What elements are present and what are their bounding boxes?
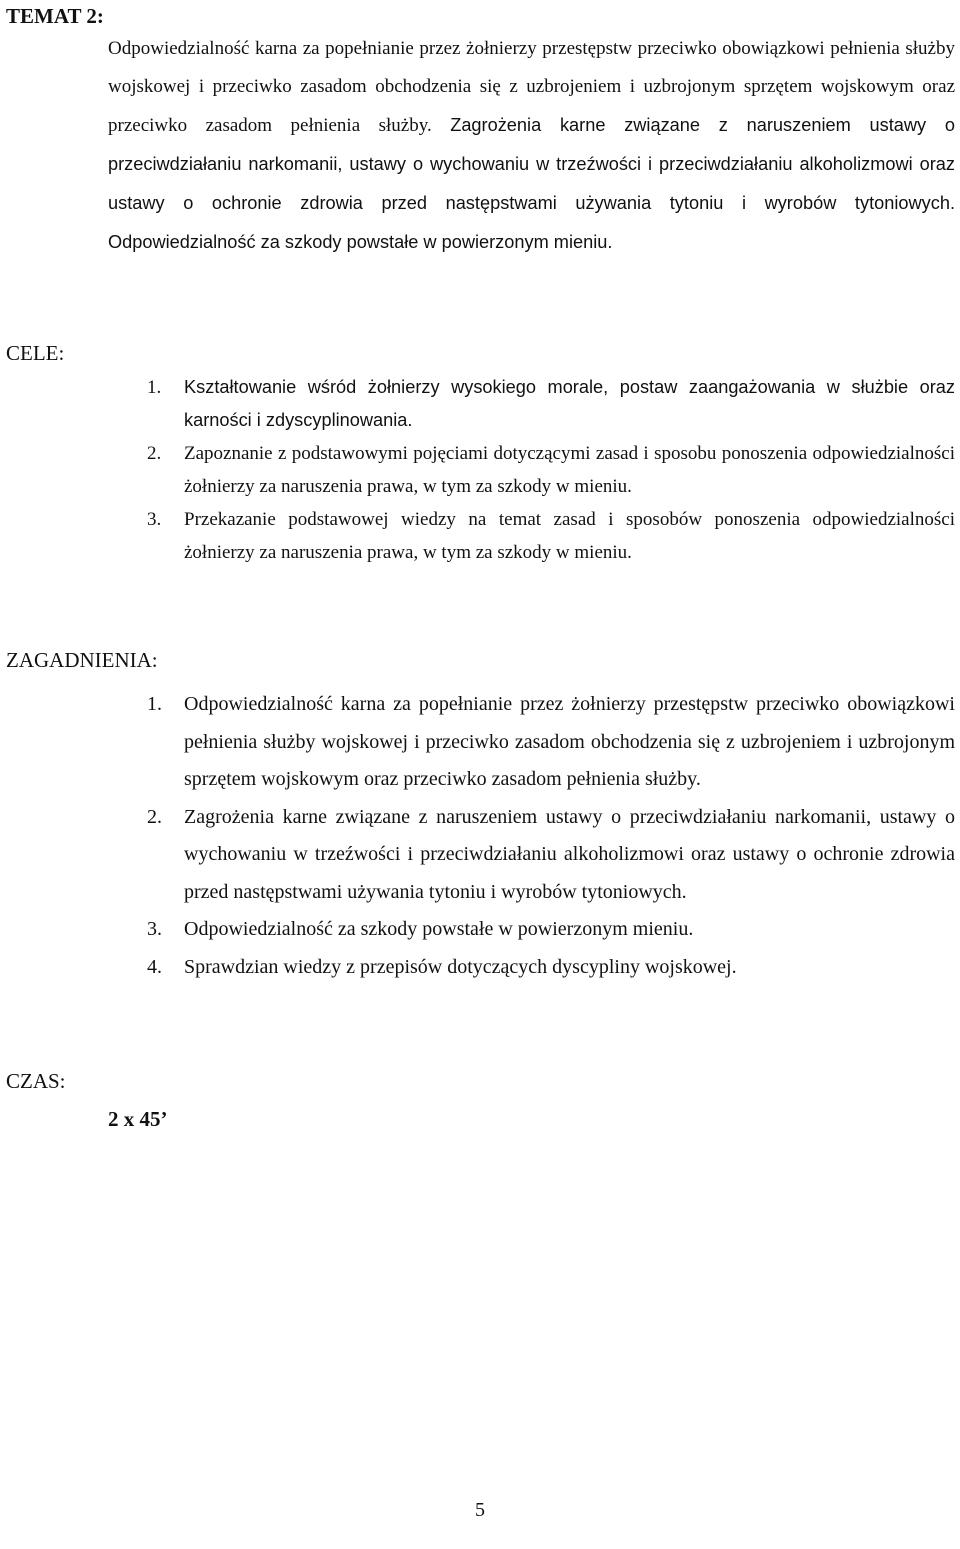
list-item-number: 2. — [147, 443, 162, 464]
list-item-number: 3. — [147, 509, 162, 530]
list-item — [108, 437, 955, 503]
list-item — [108, 799, 955, 912]
issues-list — [108, 686, 955, 986]
list-item — [108, 371, 955, 437]
list-item — [108, 503, 955, 569]
topic-description — [108, 30, 955, 262]
list-item-text: Kształtowanie wśród żołnierzy wysokiego morale, postaw zaangażowania w służbie oraz karności i zdyscyplinowania. — [184, 377, 955, 430]
list-item-text: Sprawdzian wiedzy z przepisów dotyczących dyscypliny wojskowej. — [184, 955, 737, 978]
goals-list — [108, 371, 955, 569]
topic-heading: TEMAT 2: — [6, 4, 104, 28]
list-item — [108, 949, 955, 987]
list-item-text: Odpowiedzialność za szkody powstałe w powierzonym mieniu. — [184, 918, 694, 940]
list-item-number: 2. — [147, 805, 162, 828]
list-item-text: Przekazanie podstawowej wiedzy na temat zasad i sposobów ponoszenia odpowiedzialności żołnierzy za naruszenia prawa, w tym za szkody w mieniu. — [184, 509, 955, 563]
list-item-number: 1. — [147, 377, 162, 398]
time-heading: CZAS: — [6, 1069, 66, 1093]
list-item-text: Zapoznanie z podstawowymi pojęciami dotyczącymi zasad i sposobu ponoszenia odpowiedzialności żołnierzy za naruszenia prawa, w tym za szkody w mieniu. — [184, 443, 955, 497]
topic-text-1: Odpowiedzialność karna za popełnianie przez żołnierzy przestępstw przeciwko obowiązkowi pełnienia służby wojskowej i przeciwko zasadom obchodzenia się z uzbrojeniem i uzbrojonym sprzętem wojskowym oraz przeciwko zasadom pełnienia służby. — [108, 38, 955, 136]
list-item-number: 1. — [147, 693, 162, 715]
list-item-number: 3. — [147, 918, 162, 940]
list-item-text: Zagrożenia karne związane z naruszeniem ustawy o przeciwdziałaniu narkomanii, ustawy o wychowaniu w trzeźwości i przeciwdziałaniu alkoholizmowi oraz ustawy o ochronie zdrowia przed następstwami używania tytoniu i wyrobów tytoniowych. — [184, 805, 955, 903]
list-item — [108, 911, 955, 949]
list-item-number: 4. — [147, 955, 162, 978]
goals-heading: CELE: — [6, 341, 65, 365]
page-number: 5 — [475, 1499, 485, 1521]
issues-heading: ZAGADNIENIA: — [6, 648, 158, 672]
list-item — [108, 686, 955, 799]
topic-text-2: Zagrożenia karne związane z naruszeniem ustawy o przeciwdziałaniu narkomanii, ustawy o wychowaniu w trzeźwości i przeciwdziałaniu alkoholizmowi oraz ustawy o ochronie zdrowia przed następstwami używania tytoniu i wyrobów tytoniowych. — [108, 115, 956, 213]
topic-text-3: Odpowiedzialność za szkody powstałe w powierzonym mieniu. — [108, 232, 613, 252]
list-item-text: Odpowiedzialność karna za popełnianie przez żołnierzy przestępstw przeciwko obowiązkowi pełnienia służby wojskowej i przeciwko zasadom obchodzenia się z uzbrojeniem i uzbrojonym sprzętem wojskowym oraz przeciwko zasadom pełnienia służby. — [184, 693, 955, 790]
time-value: 2 x 45’ — [108, 1107, 168, 1131]
